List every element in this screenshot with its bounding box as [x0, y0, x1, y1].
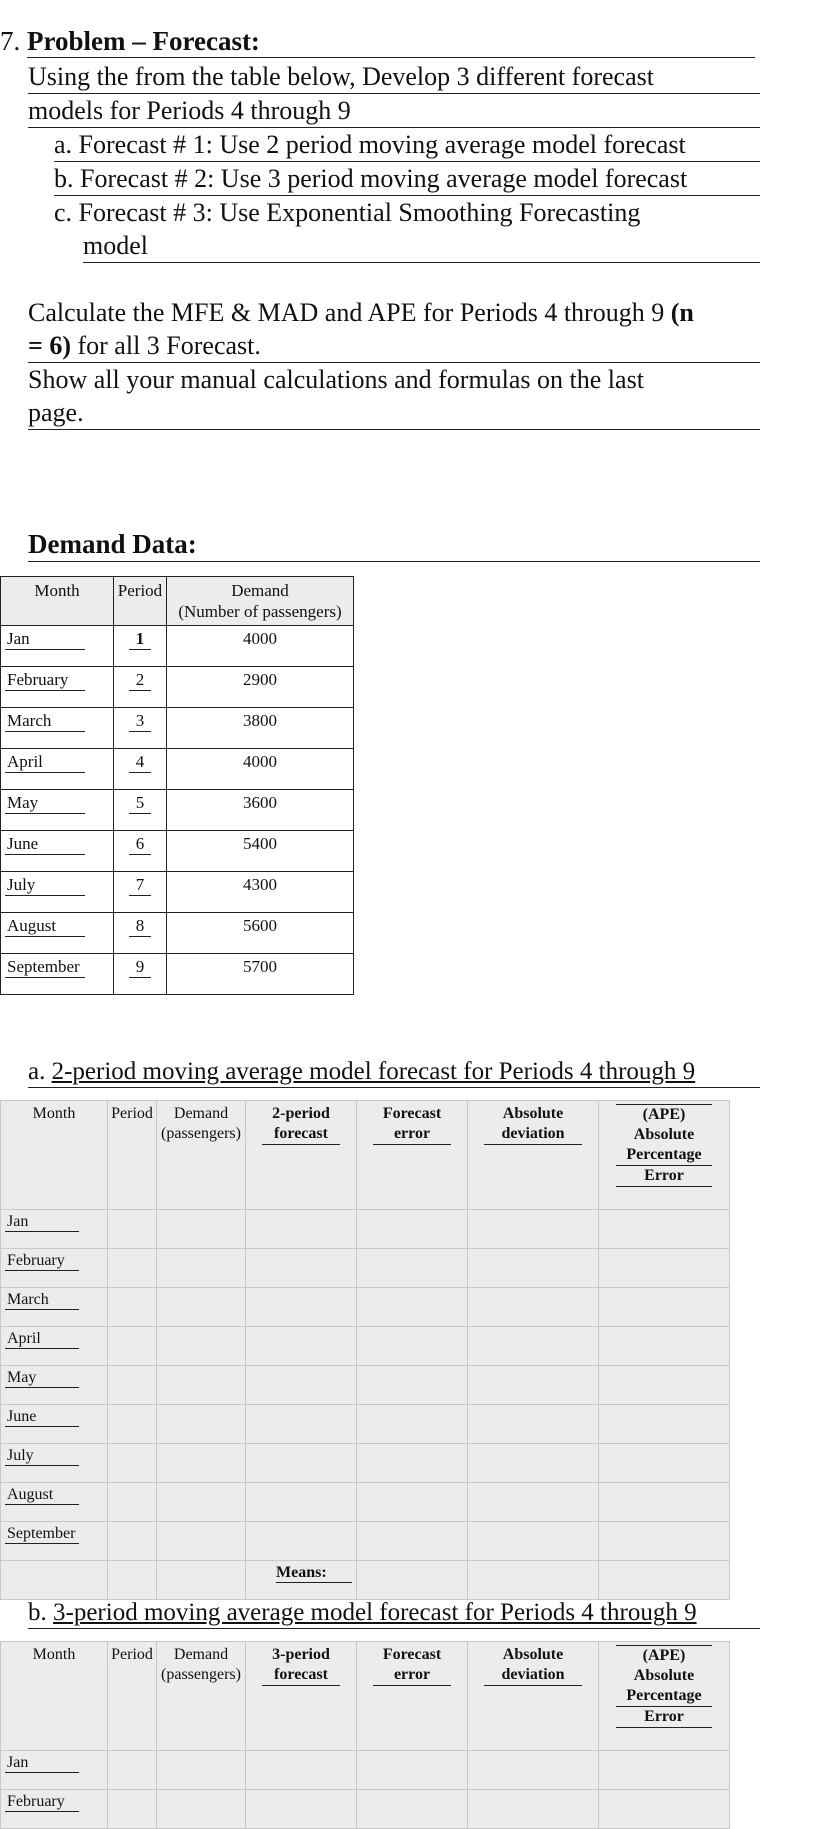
fa-month: April: [5, 1330, 79, 1349]
forecast-b-title: [28, 1598, 760, 1629]
demand-month: February: [5, 670, 85, 691]
fa-demand-input[interactable]: [157, 1444, 246, 1483]
fa-forecast-input[interactable]: [246, 1483, 357, 1522]
fa-absdev-input[interactable]: [468, 1366, 599, 1405]
fb-ape-line-4: Error: [616, 1706, 712, 1727]
fa-month-cell: [1, 1522, 108, 1561]
fa-error-input[interactable]: [357, 1327, 468, 1366]
demand-period-cell: [114, 790, 167, 831]
demand-value: 5400: [167, 831, 354, 872]
fb-col-forecast: [246, 1642, 357, 1751]
demand-period: 7: [129, 875, 151, 896]
fb-absdev-box: [484, 1645, 582, 1686]
demand-period: 2: [129, 670, 151, 691]
demand-period-cell: [114, 913, 167, 954]
fa-forecast-input[interactable]: [246, 1288, 357, 1327]
fb-period-input[interactable]: [108, 1751, 157, 1790]
demand-month: April: [5, 752, 85, 773]
demand-data-heading: Demand Data:: [28, 527, 760, 562]
fa-ape-line-3: Percentage: [626, 1146, 702, 1163]
demand-month-cell: [1, 872, 114, 913]
fa-error-input[interactable]: [357, 1522, 468, 1561]
item-c-cont: model: [83, 229, 760, 263]
fa-month-cell: [1, 1366, 108, 1405]
fa-demand-input[interactable]: [157, 1249, 246, 1288]
fb-month-cell: [1, 1751, 108, 1790]
fb-month-cell: [1, 1790, 108, 1829]
item-b-marker: b.: [54, 164, 74, 193]
fa-demand-input[interactable]: [157, 1327, 246, 1366]
fb-col-period: Period: [108, 1642, 157, 1751]
fa-absdev-line-1: Absolute: [502, 1105, 564, 1122]
fa-month: August: [5, 1486, 79, 1505]
fb-demand-line-1: Demand: [173, 1646, 229, 1663]
demand-month-cell: [1, 790, 114, 831]
fa-absdev-input[interactable]: [468, 1444, 599, 1483]
table-row: [1, 831, 354, 872]
fa-month: May: [5, 1369, 79, 1388]
fa-means-blank: [157, 1561, 246, 1600]
fb-ape-input[interactable]: [599, 1790, 730, 1829]
demand-period: 3: [129, 711, 151, 732]
fb-demand-input[interactable]: [157, 1790, 246, 1829]
forecast-b-marker: b.: [28, 1599, 47, 1626]
item-c-text: Forecast # 3: Use Exponential Smoothing Forecasting: [78, 198, 641, 227]
col-demand: [167, 577, 354, 626]
fa-error-input[interactable]: [357, 1405, 468, 1444]
fa-month: Jan: [5, 1213, 79, 1232]
forecast-b-title-text: 3-period moving average model forecast for Periods 4 through 9: [53, 1599, 697, 1626]
fb-forecast-box: [262, 1645, 340, 1686]
demand-month-cell: [1, 831, 114, 872]
fa-month: March: [5, 1291, 79, 1310]
table-row: [1, 626, 354, 667]
fa-ape-input[interactable]: [599, 1405, 730, 1444]
item-b: [54, 162, 760, 196]
table-row: [1, 1327, 730, 1366]
demand-month-cell: [1, 667, 114, 708]
fa-month: July: [5, 1447, 79, 1466]
fa-absdev-line-2: deviation: [501, 1125, 565, 1142]
fa-error-input[interactable]: [357, 1444, 468, 1483]
fa-col-forecast: [246, 1101, 357, 1210]
fa-month-cell: [1, 1210, 108, 1249]
fb-absdev-line-2: deviation: [501, 1666, 565, 1683]
fb-forecast-line-2: forecast: [274, 1666, 328, 1683]
fa-forecast-input[interactable]: [246, 1249, 357, 1288]
intro-line-2: models for Periods 4 through 9: [28, 94, 760, 128]
demand-table-header: [1, 577, 354, 626]
means-row: [1, 1561, 730, 1600]
fa-col-period: Period: [108, 1101, 157, 1210]
table-row: [1, 1522, 730, 1561]
fa-ape-input[interactable]: [599, 1522, 730, 1561]
fa-demand-line-1: Demand: [173, 1105, 229, 1122]
fa-error-input[interactable]: [357, 1210, 468, 1249]
calc-instructions: [28, 296, 760, 430]
table-row: [1, 913, 354, 954]
fb-month: Jan: [5, 1754, 79, 1773]
fa-period-input[interactable]: [108, 1210, 157, 1249]
demand-period-cell: [114, 831, 167, 872]
fa-period-input[interactable]: [108, 1405, 157, 1444]
fa-ape-input[interactable]: [599, 1366, 730, 1405]
fa-col-month: Month: [1, 1101, 108, 1210]
fb-col-ape: [599, 1642, 730, 1751]
table-row: [1, 1483, 730, 1522]
demand-period-cell: [114, 667, 167, 708]
item-a-marker: a.: [54, 130, 73, 159]
fa-forecast-input[interactable]: [246, 1405, 357, 1444]
show-line-2: page.: [28, 396, 760, 430]
fa-absdev-input[interactable]: [468, 1522, 599, 1561]
demand-period-cell: [114, 749, 167, 790]
demand-period-cell: [114, 626, 167, 667]
demand-value: 4000: [167, 626, 354, 667]
fa-month-cell: [1, 1444, 108, 1483]
item-c-marker: c.: [54, 198, 73, 227]
demand-month-cell: [1, 749, 114, 790]
fb-error-input[interactable]: [357, 1790, 468, 1829]
fa-month-cell: [1, 1249, 108, 1288]
fa-absdev-input[interactable]: [468, 1483, 599, 1522]
fb-forecast-input[interactable]: [246, 1790, 357, 1829]
problem-title: [0, 26, 760, 58]
fb-absdev-line-1: Absolute: [502, 1646, 564, 1663]
fb-ape-line-3: Percentage: [626, 1687, 702, 1704]
fa-mfe-input[interactable]: [357, 1561, 468, 1600]
fb-absdev-input[interactable]: [468, 1790, 599, 1829]
fa-month: February: [5, 1252, 79, 1271]
fa-forecast-input[interactable]: [246, 1522, 357, 1561]
fa-period-input[interactable]: [108, 1522, 157, 1561]
fa-ape-input[interactable]: [599, 1444, 730, 1483]
fa-demand-input[interactable]: [157, 1405, 246, 1444]
fa-ape-input[interactable]: [599, 1327, 730, 1366]
fa-demand-input[interactable]: [157, 1210, 246, 1249]
forecast-a-title-text: 2-period moving average model forecast for Periods 4 through 9: [51, 1058, 696, 1085]
table-row: [1, 1751, 730, 1790]
forecast-b-table: [0, 1641, 730, 1829]
fb-ape-box: [616, 1645, 712, 1728]
table-row: [1, 667, 354, 708]
fb-col-demand: [157, 1642, 246, 1751]
fb-col-month: Month: [1, 1642, 108, 1751]
fa-error-box: [373, 1104, 451, 1145]
fa-absdev-input[interactable]: [468, 1405, 599, 1444]
demand-month: September: [5, 957, 85, 978]
problem-intro: [28, 60, 760, 128]
fb-ape-line-1: (APE): [642, 1647, 686, 1664]
table-row: [1, 1444, 730, 1483]
fa-col-demand: [157, 1101, 246, 1210]
fa-forecast-input[interactable]: [246, 1327, 357, 1366]
fa-period-input[interactable]: [108, 1444, 157, 1483]
demand-month-cell: [1, 913, 114, 954]
table-row: [1, 749, 354, 790]
demand-period: 4: [129, 752, 151, 773]
fa-ape-input[interactable]: [599, 1483, 730, 1522]
fa-demand-input[interactable]: [157, 1483, 246, 1522]
fb-forecast-input[interactable]: [246, 1751, 357, 1790]
show-line-1: Show all your manual calculations and formulas on the last: [28, 365, 644, 394]
table-row: [1, 954, 354, 995]
col-demand-line-2: (Number of passengers): [178, 602, 342, 621]
demand-value: 5700: [167, 954, 354, 995]
demand-period: 9: [129, 957, 151, 978]
table-row: [1, 1366, 730, 1405]
fa-error-input[interactable]: [357, 1483, 468, 1522]
fa-error-line-1: Forecast: [382, 1105, 442, 1122]
fa-absdev-box: [484, 1104, 582, 1145]
fa-absdev-input[interactable]: [468, 1210, 599, 1249]
demand-month: May: [5, 793, 85, 814]
fa-period-input[interactable]: [108, 1249, 157, 1288]
calc-n-value: = 6): [28, 331, 71, 360]
fa-month-cell: [1, 1288, 108, 1327]
fa-error-input[interactable]: [357, 1288, 468, 1327]
fa-ape-input[interactable]: [599, 1249, 730, 1288]
demand-value: 4300: [167, 872, 354, 913]
fb-period-input[interactable]: [108, 1790, 157, 1829]
forecast-a-table: [0, 1100, 730, 1600]
fa-forecast-input[interactable]: [246, 1210, 357, 1249]
fa-error-line-2: error: [393, 1125, 431, 1142]
fa-period-input[interactable]: [108, 1366, 157, 1405]
demand-period: 5: [129, 793, 151, 814]
demand-value: 5600: [167, 913, 354, 954]
demand-month: August: [5, 916, 85, 937]
fa-forecast-line-1: 2-period: [272, 1105, 330, 1122]
table-row: [1, 1288, 730, 1327]
fa-ape-input[interactable]: [599, 1288, 730, 1327]
fa-error-input[interactable]: [357, 1366, 468, 1405]
demand-month: July: [5, 875, 85, 896]
fa-month: June: [5, 1408, 79, 1427]
fa-ape-line-1: (APE): [642, 1106, 686, 1123]
calc-line-2-text: for all 3 Forecast.: [70, 331, 261, 360]
item-a-text: Forecast # 1: Use 2 period moving average model forecast: [78, 130, 686, 159]
demand-month-cell: [1, 954, 114, 995]
problem-number: 7.: [0, 26, 21, 56]
fb-ape-input[interactable]: [599, 1751, 730, 1790]
demand-month: March: [5, 711, 85, 732]
forecast-b-header: [1, 1642, 730, 1751]
item-c: [54, 196, 760, 263]
fa-mad-input[interactable]: [468, 1561, 599, 1600]
fa-ape-box: [616, 1104, 712, 1187]
demand-period-cell: [114, 954, 167, 995]
fa-ape-input[interactable]: [599, 1210, 730, 1249]
forecast-a-header: [1, 1101, 730, 1210]
table-row: [1, 708, 354, 749]
fb-absdev-input[interactable]: [468, 1751, 599, 1790]
table-row: [1, 1210, 730, 1249]
fa-ape-line-4: Error: [616, 1165, 712, 1186]
demand-period-cell: [114, 872, 167, 913]
calc-line-2: [28, 329, 760, 363]
intro-line-1: Using the from the table below, Develop 3 different forecast: [28, 60, 760, 94]
fa-forecast-input[interactable]: [246, 1444, 357, 1483]
fa-month-cell: [1, 1327, 108, 1366]
fa-period-input[interactable]: [108, 1483, 157, 1522]
table-row: [1, 1405, 730, 1444]
demand-value: 3800: [167, 708, 354, 749]
col-month: Month: [1, 577, 114, 626]
fa-absdev-input[interactable]: [468, 1327, 599, 1366]
fa-demand-input[interactable]: [157, 1522, 246, 1561]
fa-col-absdev: [468, 1101, 599, 1210]
fa-absdev-input[interactable]: [468, 1249, 599, 1288]
fa-mape-input[interactable]: [599, 1561, 730, 1600]
item-b-text: Forecast # 2: Use 3 period moving average model forecast: [80, 164, 688, 193]
fb-error-line-1: Forecast: [382, 1646, 442, 1663]
demand-month-cell: [1, 626, 114, 667]
demand-period-cell: [114, 708, 167, 749]
col-period: Period: [114, 577, 167, 626]
demand-period: 6: [129, 834, 151, 855]
fb-col-absdev: [468, 1642, 599, 1751]
demand-period: 8: [129, 916, 151, 937]
fa-forecast-input[interactable]: [246, 1366, 357, 1405]
fa-col-ape: [599, 1101, 730, 1210]
table-row: [1, 1790, 730, 1829]
fb-error-box: [373, 1645, 451, 1686]
fb-col-error: [357, 1642, 468, 1751]
fa-month-cell: [1, 1405, 108, 1444]
problem-title-text: Problem – Forecast:: [27, 26, 755, 58]
item-a: [54, 128, 760, 162]
fa-ape-line-2: Absolute: [633, 1126, 695, 1143]
table-row: [1, 1249, 730, 1288]
fa-demand-input[interactable]: [157, 1366, 246, 1405]
calc-line-1-text: Calculate the MFE & MAD and APE for Periods 4 through 9: [28, 298, 671, 327]
demand-period: 1: [129, 629, 151, 650]
fa-month: September: [5, 1525, 79, 1544]
calc-line-1: [28, 296, 760, 329]
fa-col-error: [357, 1101, 468, 1210]
fb-month: February: [5, 1793, 79, 1812]
forecast-a-marker: a.: [28, 1058, 46, 1085]
table-row: [1, 872, 354, 913]
fa-forecast-line-2: forecast: [274, 1125, 328, 1142]
fa-means-blank: [108, 1561, 157, 1600]
forecast-a-title: [28, 1057, 760, 1088]
fa-forecast-box: [262, 1104, 340, 1145]
fa-means-blank: [1, 1561, 108, 1600]
demand-value: 4000: [167, 749, 354, 790]
demand-value: 2900: [167, 667, 354, 708]
table-row: [1, 790, 354, 831]
fb-ape-line-2: Absolute: [633, 1667, 695, 1684]
fa-month-cell: [1, 1483, 108, 1522]
demand-month: Jan: [5, 629, 85, 650]
demand-table: [0, 576, 354, 995]
fa-means-label-cell: [246, 1561, 357, 1600]
demand-value: 3600: [167, 790, 354, 831]
fa-error-input[interactable]: [357, 1249, 468, 1288]
demand-month: June: [5, 834, 85, 855]
means-label: Means:: [276, 1564, 352, 1583]
demand-month-cell: [1, 708, 114, 749]
fb-forecast-line-1: 3-period: [272, 1646, 330, 1663]
fa-demand-line-2: (passengers): [161, 1125, 241, 1142]
calc-n: (n: [670, 298, 694, 327]
fa-absdev-input[interactable]: [468, 1288, 599, 1327]
fb-demand-input[interactable]: [157, 1751, 246, 1790]
fb-error-input[interactable]: [357, 1751, 468, 1790]
fb-demand-line-2: (passengers): [161, 1666, 241, 1683]
col-demand-line-1: Demand: [231, 581, 289, 600]
fa-period-input[interactable]: [108, 1288, 157, 1327]
fb-error-line-2: error: [393, 1666, 431, 1683]
fa-period-input[interactable]: [108, 1327, 157, 1366]
fa-demand-input[interactable]: [157, 1288, 246, 1327]
